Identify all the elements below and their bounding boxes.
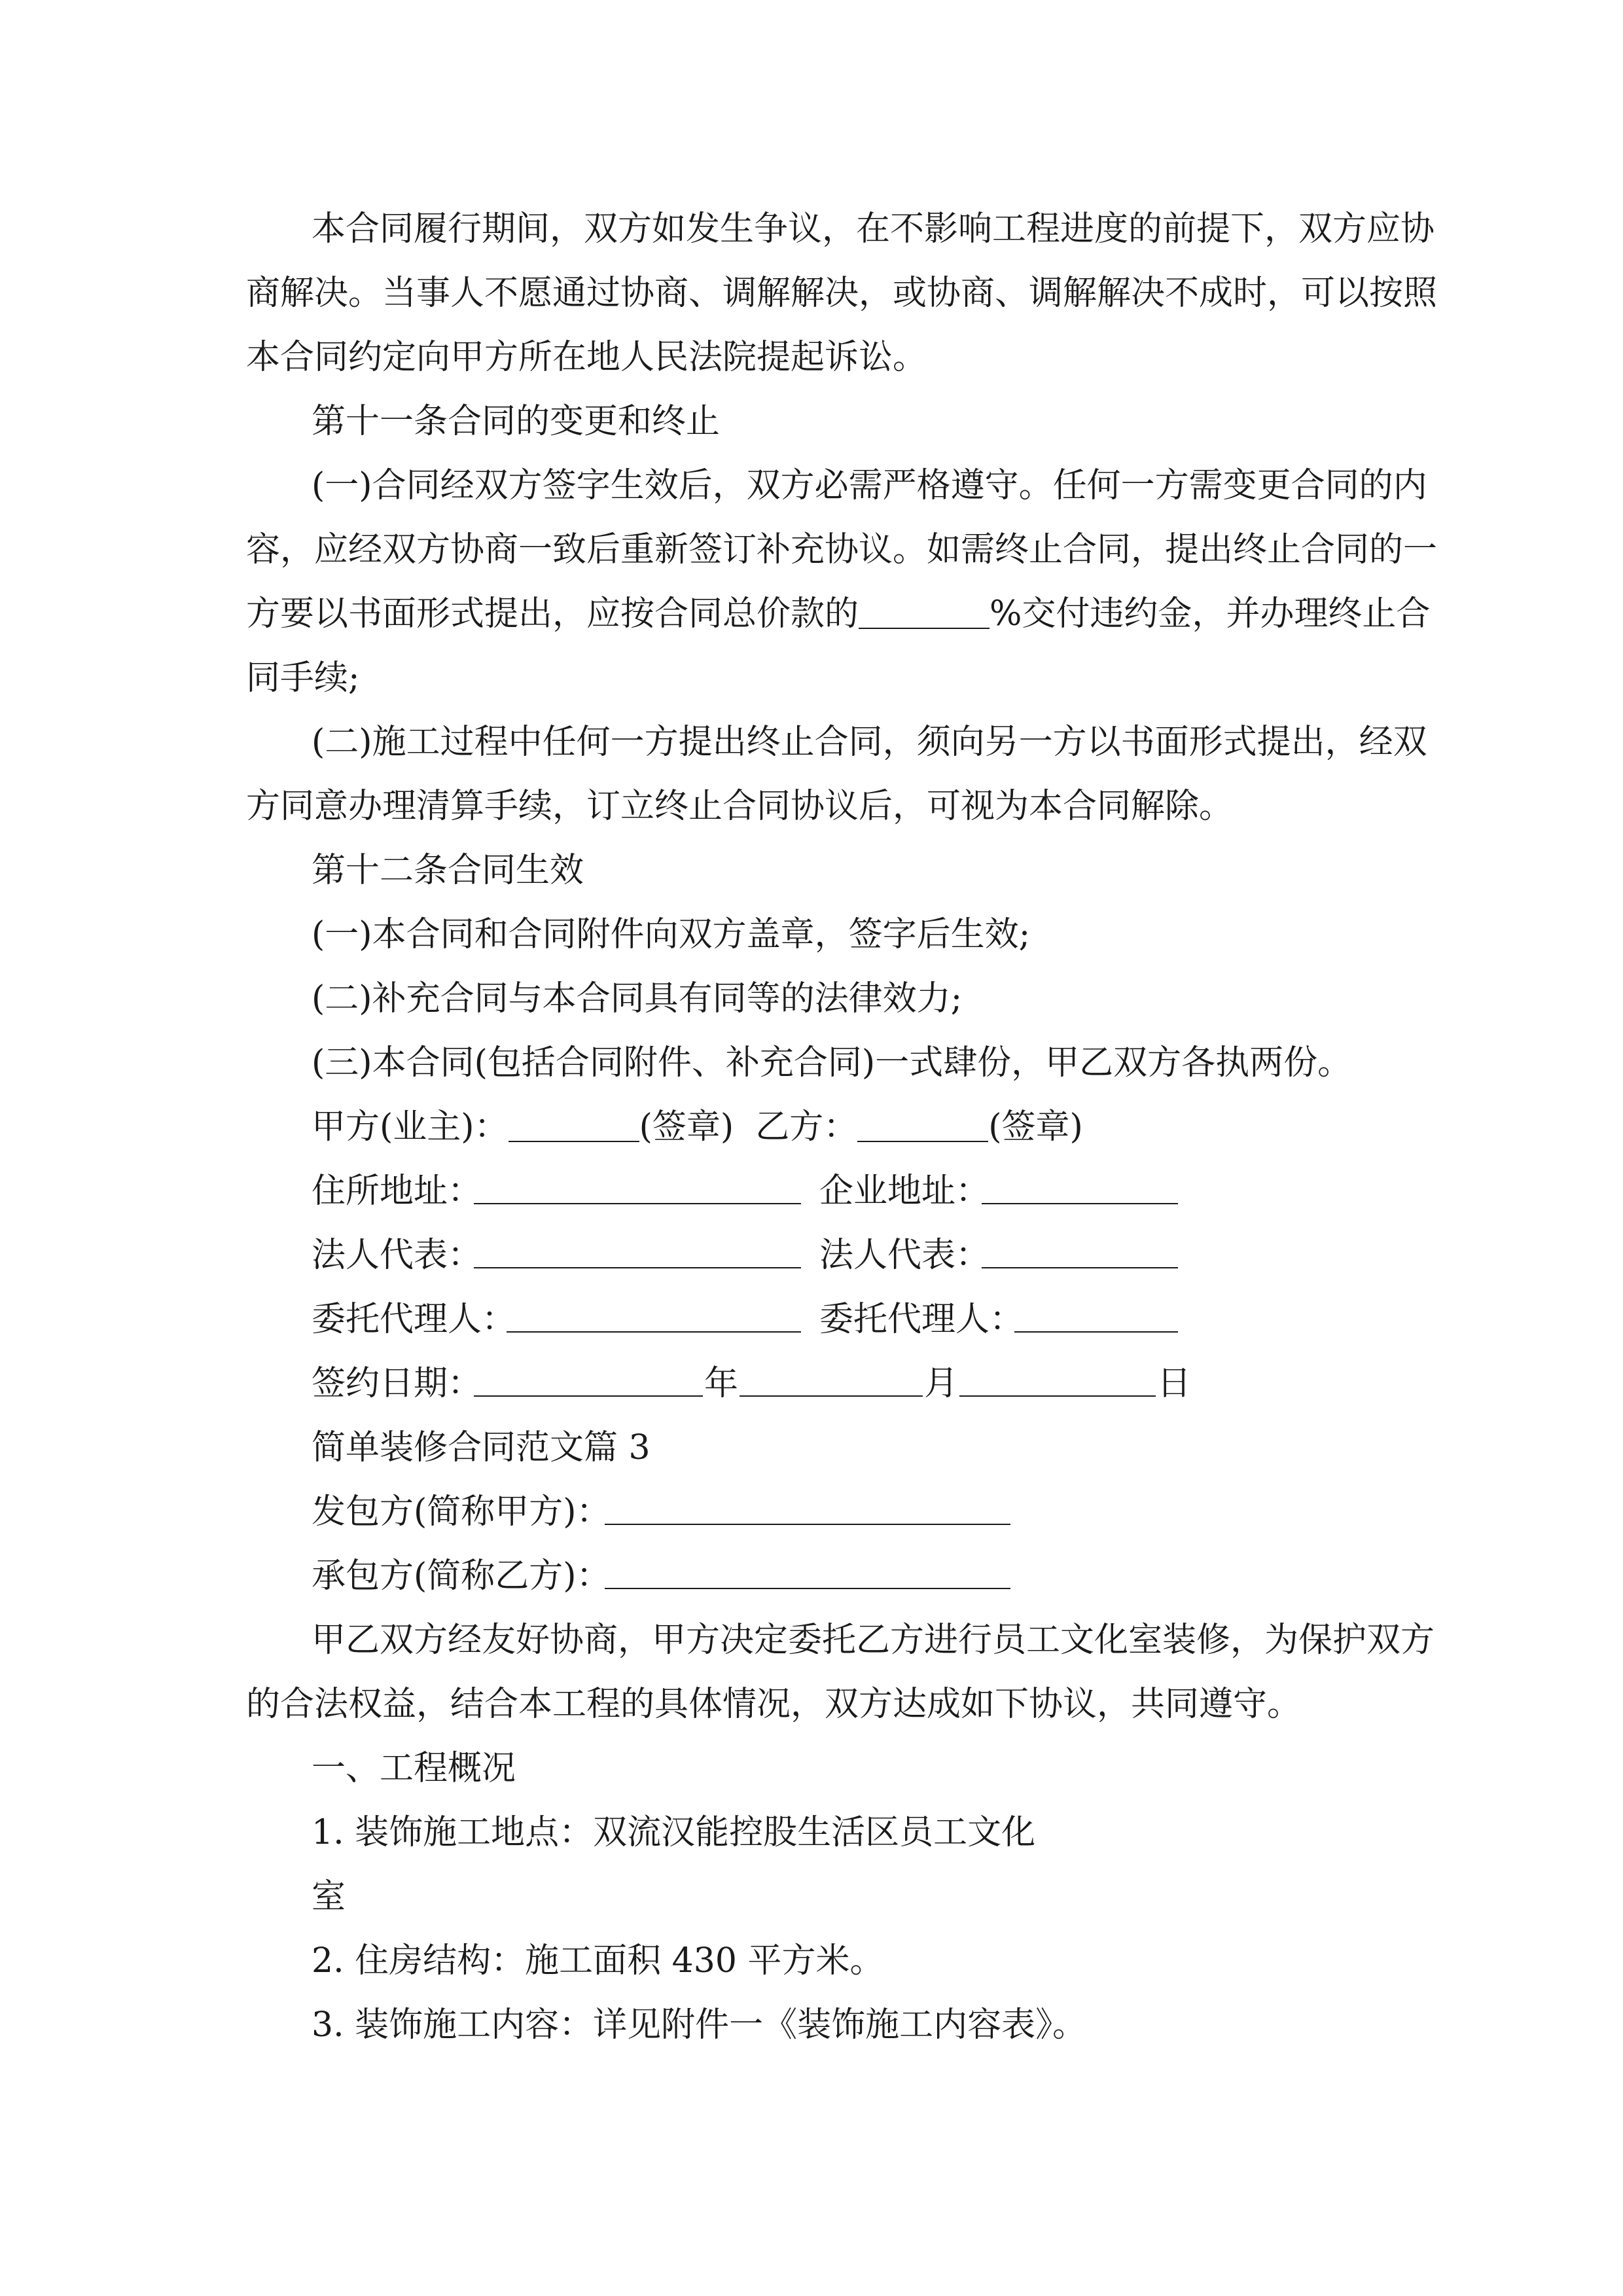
address-b-blank <box>982 1170 1178 1204</box>
article-11-title: 第十一条合同的变更和终止 <box>312 402 721 441</box>
contractor-a-label: 发包方(简称甲方)： <box>312 1492 611 1532</box>
signature-party-row <box>312 1105 1444 1149</box>
section-3-intro-line-1: 甲乙双方经友好协商，甲方决定委托乙方进行员工文化室装修，为保护双方 <box>312 1621 1435 1660</box>
date-month-label: 月 <box>924 1364 959 1403</box>
article-11-item-1-line-1: (一)合同经双方签字生效后，双方必需严格遵守。任何一方需变更合同的内 <box>312 466 1427 505</box>
article-12-item-1: (一)本合同和合同附件向双方盖章，签字后生效; <box>312 915 1031 954</box>
agent-a-label: 委托代理人： <box>312 1300 516 1339</box>
article-11-item-1-line-3-post: %交付违约金，并办理终止合 <box>990 594 1431 634</box>
legal-rep-b-label: 法人代表： <box>819 1236 990 1275</box>
article-12-item-2: (二)补充合同与本合同具有同等的法律效力; <box>312 979 963 1018</box>
section-3-title: 简单装修合同范文篇 3 <box>312 1428 651 1467</box>
date-year-label: 年 <box>704 1364 739 1403</box>
section-3-heading-1: 一、工程概况 <box>312 1749 516 1788</box>
date-month-blank <box>740 1363 923 1397</box>
article-11-item-2-line-1: (二)施工过程中任何一方提出终止合同，须向另一方以书面形式提出，经双 <box>312 723 1427 762</box>
article-11-item-1-line-4: 同手续; <box>246 658 360 698</box>
paragraph-dispute-line-1: 本合同履行期间，双方如发生争议，在不影响工程进度的前提下，双方应协 <box>312 209 1435 249</box>
contractor-b-label: 承包方(简称乙方)： <box>312 1556 611 1596</box>
contractor-b-blank <box>605 1555 1010 1589</box>
agent-b-blank <box>1014 1299 1178 1333</box>
section-3-intro-line-2: 的合法权益，结合本工程的具体情况，双方达成如下协议，共同遵守。 <box>246 1685 1302 1724</box>
article-12-item-3: (三)本合同(包括合同附件、补充合同)一式肆份，甲乙双方各执两份。 <box>312 1043 1352 1083</box>
address-a-label: 住所地址： <box>312 1172 482 1211</box>
section-3-item-1: 1. 装饰施工地点：双流汉能控股生活区员工文化 <box>312 1813 1036 1852</box>
party-b-seal: (签章) <box>988 1107 1083 1147</box>
paragraph-dispute-line-3: 本合同约定向甲方所在地人民法院提起诉讼。 <box>246 338 927 377</box>
paragraph-dispute-line-2: 商解决。当事人不愿通过协商、调解解决，或协商、调解解决不成时，可以按照 <box>246 274 1438 313</box>
party-a-label: 甲方(业主)： <box>312 1107 508 1147</box>
address-b-label: 企业地址： <box>819 1172 990 1211</box>
legal-rep-b-blank <box>982 1234 1178 1268</box>
contractor-a-blank <box>605 1491 1010 1525</box>
agent-b-label: 委托代理人： <box>819 1300 1024 1339</box>
party-a-blank <box>508 1108 639 1142</box>
date-year-blank <box>474 1363 703 1397</box>
article-11-item-1-line-3-pre: 方要以书面形式提出，应按合同总价款的 <box>246 594 859 634</box>
date-day-blank <box>959 1363 1156 1397</box>
legal-rep-a-blank <box>474 1234 801 1268</box>
party-a-seal: (签章) <box>639 1107 734 1147</box>
legal-rep-a-label: 法人代表： <box>312 1236 482 1275</box>
article-12-title: 第十二条合同生效 <box>312 851 584 890</box>
article-11-item-1-line-3 <box>246 592 1431 636</box>
party-b-blank <box>857 1108 988 1142</box>
article-11-item-2-line-2: 方同意办理清算手续，订立终止合同协议后，可视为本合同解除。 <box>246 787 1234 826</box>
section-3-item-3: 3. 装饰施工内容：详见附件一《装饰施工内容表》。 <box>312 2005 1087 2045</box>
address-a-blank <box>474 1170 801 1204</box>
section-3-item-2: 2. 住房结构：施工面积 430 平方米。 <box>312 1941 884 1981</box>
date-label: 签约日期： <box>312 1364 482 1403</box>
agent-a-blank <box>507 1299 801 1333</box>
penalty-percent-blank <box>859 595 990 629</box>
party-b-label: 乙方： <box>755 1107 858 1147</box>
date-day-label: 日 <box>1157 1364 1192 1403</box>
section-3-item-1-continued: 室 <box>312 1877 346 1916</box>
article-11-item-1-line-2: 容，应经双方协商一致后重新签订补充协议。如需终止合同，提出终止合同的一 <box>246 530 1438 569</box>
